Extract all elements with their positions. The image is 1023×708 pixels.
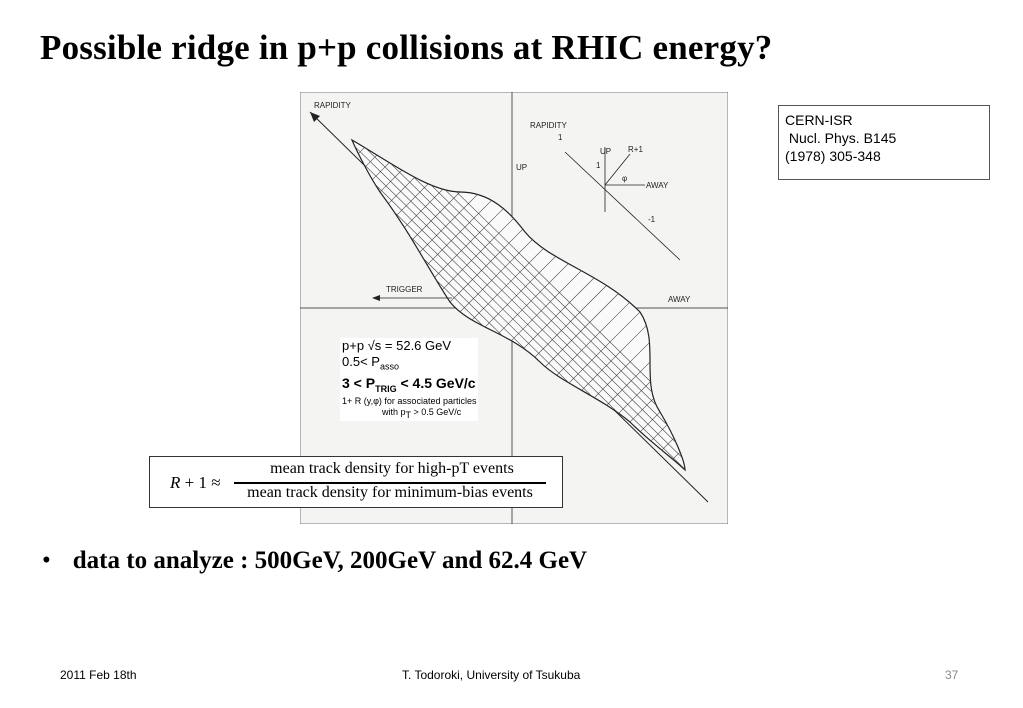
inset-tick-one: 1	[558, 133, 563, 142]
footer-author: T. Todoroki, University of Tsukuba	[402, 668, 581, 682]
page-number: 37	[945, 668, 959, 682]
up-left-label: UP	[516, 163, 528, 172]
slide-title: Possible ridge in p+p collisions at RHIC energy?	[40, 28, 773, 67]
trigger-label: TRIGGER	[386, 285, 423, 294]
tick-pos-label: 1	[596, 161, 601, 170]
inset-desc-1: 1+ R (y,φ) for associated particles	[342, 396, 477, 407]
inset-rapidity-label: RAPIDITY	[530, 121, 567, 130]
inset-desc-2: with $p_T > 0.5$ GeV/c	[382, 407, 462, 421]
ratio-equation	[149, 456, 563, 508]
reference-box	[778, 105, 990, 180]
equation-denominator: mean track density for minimum-bias events	[247, 484, 533, 501]
inset-away-label: AWAY	[646, 181, 669, 190]
inset-energy: p+p √s = 52.6 GeV	[342, 338, 452, 353]
r-plus-1-label: R+1	[628, 145, 643, 154]
up-label: UP	[600, 147, 612, 156]
tick-neg-label: -1	[648, 215, 656, 224]
reference-line-1: CERN-ISR	[785, 112, 853, 128]
away-label: AWAY	[668, 295, 691, 304]
reference-line-3: (1978) 305-348	[785, 148, 881, 164]
bullet-text: data to analyze : 500GeV, 200GeV and 62.4 GeV	[72, 547, 588, 574]
footer-date: 2011 Feb 18th	[60, 668, 137, 682]
inset-passo: $0.5< P_{asso}$	[342, 354, 399, 372]
phi-label: φ	[622, 174, 628, 183]
equation-lhs: R + 1 ≈	[170, 473, 221, 492]
reference-line-2: Nucl. Phys. B145	[785, 130, 897, 146]
equation-numerator: mean track density for high-pT events	[270, 460, 514, 477]
bullet-dot-icon: •	[42, 547, 51, 574]
inset-ptrig: $3 < P_{TRIG} < 4.5$ GeV/c	[342, 374, 476, 394]
rapidity-axis-label: RAPIDITY	[314, 101, 351, 110]
kinematics-inset	[340, 338, 478, 421]
bullet-item	[42, 547, 587, 575]
